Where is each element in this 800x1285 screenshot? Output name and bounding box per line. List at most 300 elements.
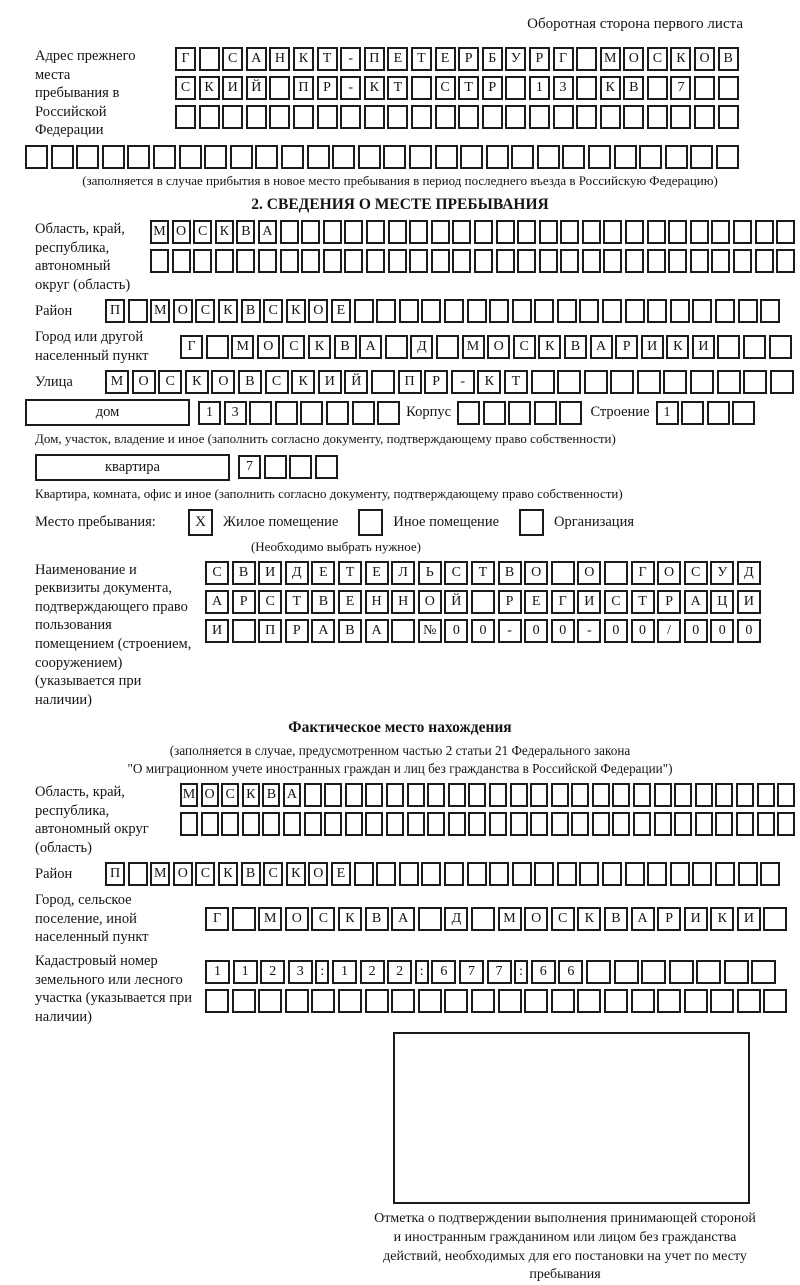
char-cell[interactable]: О bbox=[211, 370, 235, 394]
char-cell[interactable] bbox=[352, 401, 375, 425]
char-cell[interactable]: Р bbox=[529, 47, 550, 71]
char-cell[interactable]: П bbox=[293, 76, 314, 100]
char-cell[interactable] bbox=[633, 783, 651, 807]
char-cell[interactable]: С bbox=[263, 299, 283, 323]
char-cell[interactable] bbox=[707, 401, 730, 425]
char-cell[interactable] bbox=[249, 401, 272, 425]
char-cell[interactable]: О bbox=[657, 561, 681, 585]
char-cell[interactable]: А bbox=[359, 335, 382, 359]
char-cell[interactable]: И bbox=[258, 561, 282, 585]
char-cell[interactable] bbox=[128, 862, 148, 886]
char-cell[interactable] bbox=[668, 249, 687, 273]
char-cell[interactable]: Б bbox=[482, 47, 503, 71]
char-cell[interactable] bbox=[435, 105, 456, 129]
char-cell[interactable]: - bbox=[498, 619, 522, 643]
char-cell[interactable] bbox=[345, 812, 363, 836]
char-cell[interactable]: / bbox=[657, 619, 681, 643]
char-cell[interactable] bbox=[559, 401, 582, 425]
char-cell[interactable] bbox=[715, 812, 733, 836]
char-cell[interactable]: М bbox=[258, 907, 282, 931]
char-cell[interactable] bbox=[452, 220, 471, 244]
char-cell[interactable] bbox=[421, 862, 441, 886]
char-cell[interactable] bbox=[695, 812, 713, 836]
char-cell[interactable] bbox=[242, 812, 260, 836]
char-cell[interactable]: К bbox=[670, 47, 691, 71]
char-cell[interactable]: А bbox=[205, 590, 229, 614]
char-cell[interactable]: Е bbox=[435, 47, 456, 71]
char-cell[interactable]: К bbox=[600, 76, 621, 100]
char-cell[interactable] bbox=[511, 145, 534, 169]
char-cell[interactable] bbox=[304, 783, 322, 807]
char-cell[interactable]: П bbox=[105, 299, 125, 323]
char-cell[interactable] bbox=[258, 989, 282, 1013]
char-cell[interactable] bbox=[366, 249, 385, 273]
char-cell[interactable] bbox=[760, 862, 780, 886]
char-cell[interactable] bbox=[489, 812, 507, 836]
char-cell[interactable]: : bbox=[514, 960, 528, 984]
char-cell[interactable] bbox=[684, 989, 708, 1013]
char-cell[interactable] bbox=[717, 335, 740, 359]
char-cell[interactable]: Р bbox=[424, 370, 448, 394]
char-cell[interactable] bbox=[669, 960, 694, 984]
char-cell[interactable]: Г bbox=[551, 590, 575, 614]
char-cell[interactable] bbox=[510, 783, 528, 807]
char-cell[interactable]: С bbox=[435, 76, 456, 100]
char-cell[interactable] bbox=[452, 249, 471, 273]
char-cell[interactable] bbox=[232, 907, 256, 931]
char-cell[interactable] bbox=[743, 370, 767, 394]
char-cell[interactable] bbox=[736, 783, 754, 807]
char-cell[interactable]: Т bbox=[471, 561, 495, 585]
checkbox-organization[interactable] bbox=[519, 509, 544, 536]
char-cell[interactable] bbox=[715, 783, 733, 807]
char-cell[interactable] bbox=[571, 812, 589, 836]
char-cell[interactable]: 0 bbox=[524, 619, 548, 643]
char-cell[interactable] bbox=[623, 105, 644, 129]
char-cell[interactable]: К bbox=[242, 783, 260, 807]
char-cell[interactable] bbox=[776, 220, 795, 244]
char-cell[interactable]: Р bbox=[498, 590, 522, 614]
char-cell[interactable] bbox=[647, 249, 666, 273]
char-cell[interactable] bbox=[427, 812, 445, 836]
char-cell[interactable] bbox=[407, 783, 425, 807]
char-cell[interactable] bbox=[539, 220, 558, 244]
char-cell[interactable]: С bbox=[444, 561, 468, 585]
char-cell[interactable]: 7 bbox=[459, 960, 484, 984]
char-cell[interactable]: О bbox=[257, 335, 280, 359]
char-cell[interactable] bbox=[205, 989, 229, 1013]
char-cell[interactable] bbox=[534, 401, 557, 425]
char-cell[interactable] bbox=[317, 105, 338, 129]
char-cell[interactable] bbox=[128, 299, 148, 323]
char-cell[interactable]: Ц bbox=[710, 590, 734, 614]
char-cell[interactable]: : bbox=[415, 960, 429, 984]
char-cell[interactable]: К bbox=[218, 299, 238, 323]
char-cell[interactable] bbox=[733, 220, 752, 244]
char-cell[interactable] bbox=[255, 145, 278, 169]
char-cell[interactable] bbox=[275, 401, 298, 425]
char-cell[interactable] bbox=[269, 105, 290, 129]
char-cell[interactable] bbox=[576, 105, 597, 129]
char-cell[interactable] bbox=[175, 105, 196, 129]
char-cell[interactable] bbox=[657, 989, 681, 1013]
char-cell[interactable] bbox=[258, 249, 277, 273]
char-cell[interactable] bbox=[674, 783, 692, 807]
char-cell[interactable] bbox=[551, 812, 569, 836]
char-cell[interactable]: В bbox=[338, 619, 362, 643]
char-cell[interactable] bbox=[755, 249, 774, 273]
char-cell[interactable]: К bbox=[364, 76, 385, 100]
char-cell[interactable] bbox=[411, 105, 432, 129]
char-cell[interactable] bbox=[718, 76, 739, 100]
char-cell[interactable] bbox=[654, 783, 672, 807]
char-cell[interactable]: И bbox=[684, 907, 708, 931]
char-cell[interactable] bbox=[531, 370, 555, 394]
char-cell[interactable]: Е bbox=[524, 590, 548, 614]
char-cell[interactable] bbox=[692, 862, 712, 886]
char-cell[interactable] bbox=[600, 105, 621, 129]
char-cell[interactable] bbox=[557, 299, 577, 323]
char-cell[interactable] bbox=[489, 783, 507, 807]
char-cell[interactable]: 1 bbox=[332, 960, 357, 984]
char-cell[interactable]: С bbox=[222, 47, 243, 71]
char-cell[interactable]: К bbox=[577, 907, 601, 931]
char-cell[interactable] bbox=[431, 249, 450, 273]
char-cell[interactable] bbox=[647, 220, 666, 244]
char-cell[interactable] bbox=[524, 989, 548, 1013]
char-cell[interactable] bbox=[579, 299, 599, 323]
char-cell[interactable]: Р bbox=[232, 590, 256, 614]
char-cell[interactable] bbox=[409, 145, 432, 169]
char-cell[interactable]: У bbox=[505, 47, 526, 71]
char-cell[interactable] bbox=[603, 220, 622, 244]
char-cell[interactable] bbox=[602, 862, 622, 886]
char-cell[interactable] bbox=[407, 812, 425, 836]
char-cell[interactable] bbox=[289, 455, 312, 479]
char-cell[interactable] bbox=[711, 249, 730, 273]
char-cell[interactable] bbox=[710, 989, 734, 1013]
char-cell[interactable]: О bbox=[132, 370, 156, 394]
char-cell[interactable]: - bbox=[340, 76, 361, 100]
char-cell[interactable]: В bbox=[334, 335, 357, 359]
char-cell[interactable] bbox=[529, 105, 550, 129]
char-cell[interactable]: М bbox=[600, 47, 621, 71]
char-cell[interactable]: Т bbox=[285, 590, 309, 614]
char-cell[interactable] bbox=[215, 249, 234, 273]
char-cell[interactable] bbox=[431, 220, 450, 244]
char-cell[interactable] bbox=[323, 249, 342, 273]
char-cell[interactable] bbox=[230, 145, 253, 169]
char-cell[interactable]: 2 bbox=[260, 960, 285, 984]
char-cell[interactable] bbox=[201, 812, 219, 836]
char-cell[interactable] bbox=[421, 299, 441, 323]
char-cell[interactable] bbox=[505, 76, 526, 100]
char-cell[interactable] bbox=[365, 989, 389, 1013]
char-cell[interactable] bbox=[614, 145, 637, 169]
char-cell[interactable]: Д bbox=[285, 561, 309, 585]
char-cell[interactable] bbox=[324, 812, 342, 836]
char-cell[interactable]: Д bbox=[737, 561, 761, 585]
char-cell[interactable] bbox=[358, 145, 381, 169]
char-cell[interactable] bbox=[377, 401, 400, 425]
char-cell[interactable]: Р bbox=[482, 76, 503, 100]
char-cell[interactable] bbox=[474, 249, 493, 273]
char-cell[interactable] bbox=[592, 783, 610, 807]
char-cell[interactable] bbox=[625, 299, 645, 323]
char-cell[interactable]: Т bbox=[504, 370, 528, 394]
char-cell[interactable]: А bbox=[391, 907, 415, 931]
char-cell[interactable] bbox=[763, 907, 787, 931]
char-cell[interactable] bbox=[460, 145, 483, 169]
char-cell[interactable] bbox=[584, 370, 608, 394]
char-cell[interactable] bbox=[102, 145, 125, 169]
char-cell[interactable]: Е bbox=[331, 299, 351, 323]
char-cell[interactable] bbox=[385, 335, 408, 359]
char-cell[interactable]: 1 bbox=[205, 960, 230, 984]
char-cell[interactable] bbox=[418, 989, 442, 1013]
char-cell[interactable] bbox=[468, 812, 486, 836]
char-cell[interactable] bbox=[301, 220, 320, 244]
char-cell[interactable] bbox=[365, 783, 383, 807]
char-cell[interactable] bbox=[539, 249, 558, 273]
char-cell[interactable]: К bbox=[291, 370, 315, 394]
char-cell[interactable]: И bbox=[641, 335, 664, 359]
char-cell[interactable]: С bbox=[258, 590, 282, 614]
char-cell[interactable] bbox=[665, 145, 688, 169]
char-cell[interactable] bbox=[737, 989, 761, 1013]
char-cell[interactable] bbox=[409, 220, 428, 244]
char-cell[interactable] bbox=[311, 989, 335, 1013]
char-cell[interactable]: К bbox=[338, 907, 362, 931]
char-cell[interactable]: В bbox=[241, 862, 261, 886]
char-cell[interactable]: С bbox=[205, 561, 229, 585]
char-cell[interactable] bbox=[383, 145, 406, 169]
char-cell[interactable]: К bbox=[199, 76, 220, 100]
char-cell[interactable] bbox=[496, 249, 515, 273]
char-cell[interactable]: 7 bbox=[670, 76, 691, 100]
char-cell[interactable]: 0 bbox=[444, 619, 468, 643]
char-cell[interactable] bbox=[625, 220, 644, 244]
char-cell[interactable] bbox=[409, 249, 428, 273]
char-cell[interactable] bbox=[633, 812, 651, 836]
char-cell[interactable] bbox=[150, 249, 169, 273]
char-cell[interactable]: С bbox=[282, 335, 305, 359]
char-cell[interactable]: Й bbox=[246, 76, 267, 100]
char-cell[interactable]: - bbox=[340, 47, 361, 71]
char-cell[interactable]: Д bbox=[410, 335, 433, 359]
char-cell[interactable] bbox=[471, 590, 495, 614]
char-cell[interactable] bbox=[180, 812, 198, 836]
char-cell[interactable] bbox=[738, 299, 758, 323]
char-cell[interactable] bbox=[537, 145, 560, 169]
char-cell[interactable]: А bbox=[365, 619, 389, 643]
char-cell[interactable]: М bbox=[150, 299, 170, 323]
char-cell[interactable]: Г bbox=[180, 335, 203, 359]
char-cell[interactable] bbox=[715, 299, 735, 323]
char-cell[interactable]: К bbox=[218, 862, 238, 886]
char-cell[interactable]: Й bbox=[344, 370, 368, 394]
char-cell[interactable] bbox=[577, 989, 601, 1013]
char-cell[interactable]: О bbox=[418, 590, 442, 614]
char-cell[interactable]: О bbox=[172, 220, 191, 244]
char-cell[interactable]: П bbox=[258, 619, 282, 643]
char-cell[interactable]: 1 bbox=[198, 401, 221, 425]
char-cell[interactable] bbox=[625, 249, 644, 273]
char-cell[interactable]: В bbox=[262, 783, 280, 807]
char-cell[interactable]: Е bbox=[365, 561, 389, 585]
char-cell[interactable] bbox=[553, 105, 574, 129]
char-cell[interactable] bbox=[496, 220, 515, 244]
checkbox-other-premises[interactable] bbox=[358, 509, 383, 536]
char-cell[interactable]: Р bbox=[615, 335, 638, 359]
char-cell[interactable] bbox=[718, 105, 739, 129]
char-cell[interactable]: 6 bbox=[531, 960, 556, 984]
char-cell[interactable]: О bbox=[173, 299, 193, 323]
char-cell[interactable]: М bbox=[462, 335, 485, 359]
char-cell[interactable] bbox=[399, 299, 419, 323]
char-cell[interactable]: С bbox=[158, 370, 182, 394]
char-cell[interactable]: М bbox=[150, 220, 169, 244]
char-cell[interactable]: А bbox=[311, 619, 335, 643]
char-cell[interactable] bbox=[206, 335, 229, 359]
char-cell[interactable] bbox=[25, 145, 48, 169]
char-cell[interactable] bbox=[386, 812, 404, 836]
char-cell[interactable] bbox=[757, 783, 775, 807]
char-cell[interactable] bbox=[246, 105, 267, 129]
char-cell[interactable]: Е bbox=[311, 561, 335, 585]
char-cell[interactable] bbox=[51, 145, 74, 169]
char-cell[interactable]: С bbox=[647, 47, 668, 71]
char-cell[interactable] bbox=[153, 145, 176, 169]
char-cell[interactable] bbox=[387, 105, 408, 129]
char-cell[interactable] bbox=[467, 862, 487, 886]
char-cell[interactable] bbox=[777, 783, 795, 807]
char-cell[interactable] bbox=[670, 105, 691, 129]
char-cell[interactable]: О bbox=[577, 561, 601, 585]
char-cell[interactable]: С bbox=[684, 561, 708, 585]
char-cell[interactable] bbox=[281, 145, 304, 169]
char-cell[interactable] bbox=[692, 299, 712, 323]
char-cell[interactable] bbox=[530, 783, 548, 807]
char-cell[interactable]: П bbox=[364, 47, 385, 71]
char-cell[interactable]: И bbox=[577, 590, 601, 614]
char-cell[interactable]: 2 bbox=[387, 960, 412, 984]
char-cell[interactable]: К bbox=[666, 335, 689, 359]
char-cell[interactable] bbox=[489, 862, 509, 886]
char-cell[interactable] bbox=[770, 370, 794, 394]
char-cell[interactable]: С bbox=[221, 783, 239, 807]
char-cell[interactable] bbox=[483, 401, 506, 425]
char-cell[interactable]: 3 bbox=[553, 76, 574, 100]
char-cell[interactable] bbox=[391, 989, 415, 1013]
char-cell[interactable]: А bbox=[246, 47, 267, 71]
char-cell[interactable] bbox=[603, 249, 622, 273]
char-cell[interactable]: С bbox=[193, 220, 212, 244]
char-cell[interactable]: В bbox=[604, 907, 628, 931]
char-cell[interactable] bbox=[696, 960, 721, 984]
char-cell[interactable] bbox=[690, 145, 713, 169]
char-cell[interactable] bbox=[236, 249, 255, 273]
char-cell[interactable]: 0 bbox=[737, 619, 761, 643]
char-cell[interactable] bbox=[612, 812, 630, 836]
char-cell[interactable]: Е bbox=[387, 47, 408, 71]
char-cell[interactable]: 0 bbox=[631, 619, 655, 643]
char-cell[interactable]: К bbox=[286, 299, 306, 323]
char-cell[interactable] bbox=[551, 783, 569, 807]
char-cell[interactable] bbox=[690, 249, 709, 273]
char-cell[interactable]: Г bbox=[631, 561, 655, 585]
char-cell[interactable]: - bbox=[577, 619, 601, 643]
char-cell[interactable] bbox=[508, 401, 531, 425]
char-cell[interactable] bbox=[386, 783, 404, 807]
char-cell[interactable] bbox=[338, 989, 362, 1013]
char-cell[interactable] bbox=[301, 249, 320, 273]
char-cell[interactable] bbox=[510, 812, 528, 836]
char-cell[interactable] bbox=[604, 561, 628, 585]
char-cell[interactable] bbox=[468, 783, 486, 807]
char-cell[interactable]: О bbox=[487, 335, 510, 359]
char-cell[interactable] bbox=[179, 145, 202, 169]
char-cell[interactable] bbox=[681, 401, 704, 425]
char-cell[interactable]: А bbox=[684, 590, 708, 614]
char-cell[interactable] bbox=[458, 105, 479, 129]
char-cell[interactable]: Л bbox=[391, 561, 415, 585]
char-cell[interactable] bbox=[427, 783, 445, 807]
char-cell[interactable] bbox=[264, 455, 287, 479]
char-cell[interactable]: 2 bbox=[360, 960, 385, 984]
char-cell[interactable]: Т bbox=[317, 47, 338, 71]
char-cell[interactable]: Е bbox=[331, 862, 351, 886]
char-cell[interactable] bbox=[512, 862, 532, 886]
char-cell[interactable]: 0 bbox=[551, 619, 575, 643]
char-cell[interactable]: О bbox=[308, 299, 328, 323]
char-cell[interactable]: М bbox=[105, 370, 129, 394]
char-cell[interactable] bbox=[647, 76, 668, 100]
char-cell[interactable]: С bbox=[195, 862, 215, 886]
char-cell[interactable]: В bbox=[564, 335, 587, 359]
char-cell[interactable] bbox=[323, 220, 342, 244]
char-cell[interactable]: К bbox=[538, 335, 561, 359]
char-cell[interactable]: 1 bbox=[233, 960, 258, 984]
char-cell[interactable]: И bbox=[318, 370, 342, 394]
char-cell[interactable] bbox=[694, 105, 715, 129]
char-cell[interactable]: Т bbox=[631, 590, 655, 614]
char-cell[interactable]: И bbox=[692, 335, 715, 359]
char-cell[interactable] bbox=[467, 299, 487, 323]
char-cell[interactable] bbox=[300, 401, 323, 425]
char-cell[interactable] bbox=[614, 960, 639, 984]
char-cell[interactable] bbox=[647, 105, 668, 129]
char-cell[interactable]: Е bbox=[338, 590, 362, 614]
char-cell[interactable]: К bbox=[185, 370, 209, 394]
char-cell[interactable]: Н bbox=[365, 590, 389, 614]
char-cell[interactable] bbox=[571, 783, 589, 807]
char-cell[interactable]: В bbox=[623, 76, 644, 100]
char-cell[interactable] bbox=[344, 249, 363, 273]
char-cell[interactable] bbox=[444, 989, 468, 1013]
char-cell[interactable]: О bbox=[173, 862, 193, 886]
char-cell[interactable]: Р bbox=[285, 619, 309, 643]
char-cell[interactable]: П bbox=[105, 862, 125, 886]
char-cell[interactable] bbox=[435, 145, 458, 169]
char-cell[interactable] bbox=[694, 76, 715, 100]
char-cell[interactable]: № bbox=[418, 619, 442, 643]
char-cell[interactable] bbox=[232, 619, 256, 643]
char-cell[interactable] bbox=[530, 812, 548, 836]
char-cell[interactable] bbox=[690, 370, 714, 394]
char-cell[interactable]: С bbox=[265, 370, 289, 394]
char-cell[interactable]: С bbox=[263, 862, 283, 886]
